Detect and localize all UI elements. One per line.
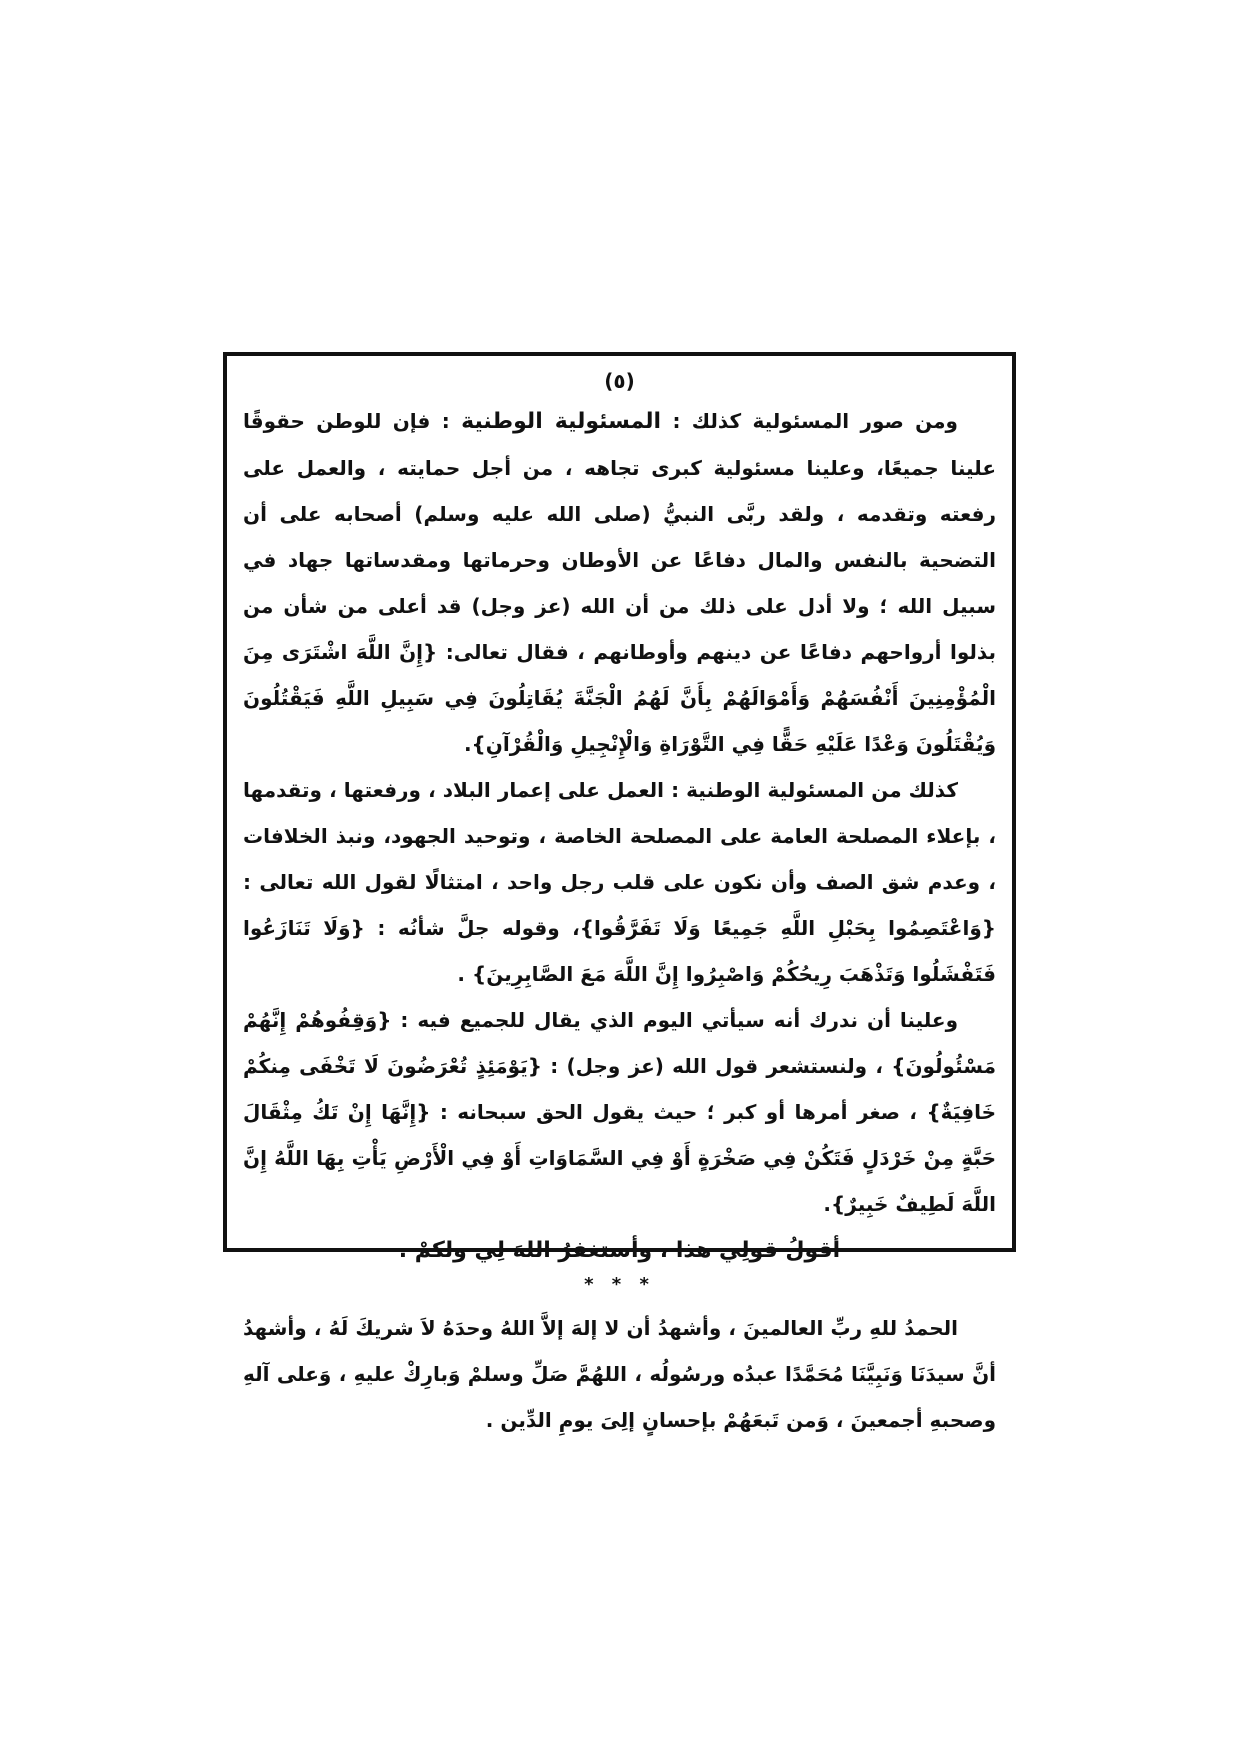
page-frame [223,352,1016,1432]
section-heading: المسئولية الوطنية [461,409,662,434]
page-number: (٥) [604,369,635,393]
closing-statement: أقولُ قولِي هذا ، وأستغفرُ اللهَ لِي ولكمْ . [398,1238,841,1263]
section-separator: * * * [584,1274,655,1295]
paragraph-accountability: وعلينا أن ندرك أنه سيأتي اليوم الذي يقال للجميع فيه : {وَقِفُوهُمْ إِنَّهُمْ مَسْئُولُونَ} ، ولنستشعر قول الله (عز وجل) : {يَوْمَئِذٍ تُعْرَضُونَ لَا تَخْفَى مِنكُمْ خَافِيَةٌ} ، صغر أمرها أو كبر ؛ حيث يقول الحق سبحانه : {إِنَّهَا إِنْ تَكُ مِثْقَالَ حَبَّةٍ مِنْ خَرْدَلٍ فَتَكُنْ فِي صَخْرَةٍ أَوْ فِي السَّمَاوَاتِ أَوْ فِي الْأَرْضِ يَأْتِ بِهَا اللَّهُ إِنَّ اللَّهَ لَطِيفٌ خَبِيرٌ}. [243,1008,996,1216]
paragraph-text: : فإن للوطن حقوقًا علينا جميعًا، وعلينا مسئولية كبرى تجاهه ، من أجل حمايته ، والعمل على رفعته وتقدمه ، ولقد ربَّى النبيُّ (صلى الله عليه وسلم) أصحابه على أن التضحية بالنفس والمال دفاعًا عن الأوطان وحرماتها ومقدساتها جهاد في سبيل الله ؛ ولا أدل على ذلك من أن الله (عز وجل) قد أعلى من شأن من بذلوا أرواحهم دفاعًا عن دينهم وأوطانهم ، فقال تعالى: {إِنَّ اللَّهَ اشْتَرَى مِنَ الْمُؤْمِنِينَ أَنْفُسَهُمْ وَأَمْوَالَهُمْ بِأَنَّ لَهُمُ الْجَنَّةَ يُقَاتِلُونَ فِي سَبِيلِ اللَّهِ فَيَقْتُلُونَ وَيُقْتَلُونَ وَعْدًا عَلَيْهِ حَقًّا فِي التَّوْرَاةِ وَالْإِنْجِيلِ وَالْقُرْآنِ}. [243,409,996,756]
paragraph-intro: ومن صور المسئولية كذلك : [672,409,958,433]
paragraph-building-nation: كذلك من المسئولية الوطنية : العمل على إعمار البلاد ، ورفعتها ، وتقدمها ، بإعلاء المصلحة العامة على المصلحة الخاصة ، وتوحيد الجهود، ونبذ الخلافات ، وعدم شق الصف وأن نكون على قلب رجل واحد ، امتثالًا لقول الله تعالى : {وَاعْتَصِمُوا بِحَبْلِ اللَّهِ جَمِيعًا وَلَا تَفَرَّقُوا}، وقوله جلَّ شأنُه : {وَلَا تَنَازَعُوا فَتَفْشَلُوا وَتَذْهَبَ رِيحُكُمْ وَاصْبِرُوا إِنَّ اللَّهَ مَعَ الصَّابِرِينَ} . [243,778,996,986]
paragraph-praise: الحمدُ للهِ ربِّ العالمينَ ، وأشهدُ أن لا إلهَ إلاَّ اللهُ وحدَهُ لاَ شريكَ لَهُ ، وأشهدُ أنَّ سيدَنَا وَنَبِيَّنَا مُحَمَّدًا عبدُه ورسُولُه ، اللهُمَّ صَلِّ وسلمْ وَبارِكْ عليهِ ، وَعلى آلهِ وصحبهِ أجمعينَ ، وَمن تَبعَهُمْ بإحسانٍ إلِىَ يومِ الدِّين . [243,1316,996,1432]
paragraph-national-responsibility [243,398,996,767]
